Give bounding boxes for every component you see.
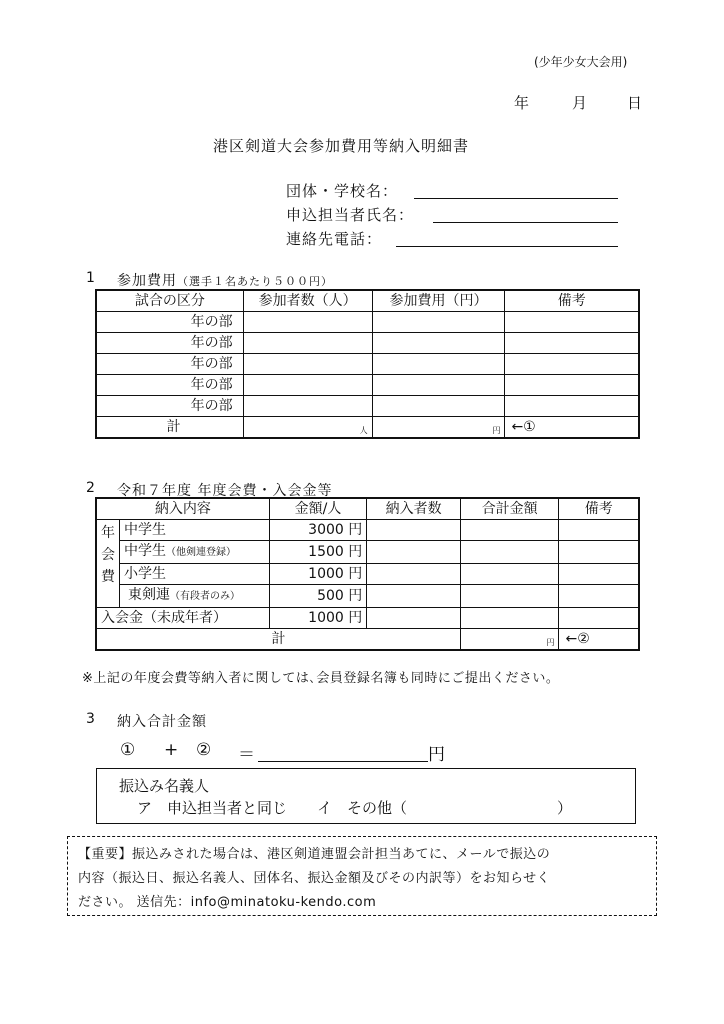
fee-amount-cell: 3000 円 bbox=[269, 520, 367, 541]
category-cell: 年の部 bbox=[97, 396, 244, 417]
formula-ref-1: ① bbox=[120, 740, 136, 760]
section1-title-text: 参加費用 bbox=[117, 273, 177, 289]
participation-fee-table bbox=[96, 290, 639, 438]
group-char: 費 bbox=[101, 569, 115, 585]
total-ref-marker: ←② bbox=[559, 629, 639, 650]
org-name-field[interactable] bbox=[414, 198, 618, 199]
table-row bbox=[97, 354, 639, 375]
important-line-2: 内容（振込日、振込名義人、団体名、振込金額及びその内訳等）をお知らせく bbox=[78, 871, 551, 886]
event-type-note: (少年少女大会用) bbox=[534, 55, 628, 69]
participants-cell[interactable] bbox=[243, 312, 372, 333]
annual-fee-group-label bbox=[97, 520, 120, 608]
total-ref-marker: ←① bbox=[505, 417, 639, 438]
category-cell: 年の部 bbox=[97, 333, 244, 354]
section3-title: 納入合計金額 bbox=[117, 714, 207, 730]
date-year-label: 年 bbox=[514, 94, 530, 112]
table-header-row bbox=[97, 291, 639, 312]
table-header-row bbox=[97, 499, 639, 520]
fee-item-cell bbox=[120, 585, 270, 608]
total-fee-cell[interactable]: 円 bbox=[372, 417, 505, 438]
total-label: 計 bbox=[97, 629, 461, 650]
section1-subtitle: （選手１名あたり５００円） bbox=[177, 275, 333, 288]
header-category: 試合の区分 bbox=[97, 291, 244, 312]
date-month-label: 月 bbox=[572, 94, 588, 112]
table-row bbox=[97, 520, 639, 541]
payers-cell[interactable] bbox=[367, 585, 461, 608]
important-line-1: 【重要】振込みされた場合は、港区剣道連盟会計担当あてに、メールで振込の bbox=[78, 847, 551, 862]
remarks-cell[interactable] bbox=[505, 354, 639, 375]
payers-cell[interactable] bbox=[367, 608, 461, 629]
participants-cell[interactable] bbox=[243, 375, 372, 396]
fee-item-note: （他剣連登録） bbox=[166, 547, 236, 558]
header-amount: 金額/人 bbox=[269, 499, 367, 520]
important-notice-box bbox=[67, 836, 657, 916]
remarks-cell[interactable] bbox=[559, 541, 639, 564]
fee-item-name: 中学生 bbox=[124, 543, 166, 559]
participants-cell[interactable] bbox=[243, 333, 372, 354]
fee-item-name: 小学生 bbox=[124, 566, 166, 582]
section2-number: 2 bbox=[86, 480, 96, 496]
total-label: 計 bbox=[97, 417, 244, 438]
section1-title bbox=[117, 270, 333, 290]
total-amount-field[interactable] bbox=[258, 761, 428, 762]
remarks-cell[interactable] bbox=[559, 564, 639, 585]
transfer-name-options[interactable]: ア 申込担当者と同じ イ その他（ ） bbox=[137, 799, 573, 817]
category-cell: 年の部 bbox=[97, 375, 244, 396]
entry-fee-item: 入会金（未成年者） bbox=[97, 608, 270, 629]
table-row bbox=[97, 564, 639, 585]
table-row bbox=[97, 375, 639, 396]
fee-item-name: 東剣連 bbox=[128, 587, 170, 603]
remarks-cell[interactable] bbox=[505, 396, 639, 417]
table-total-row bbox=[97, 629, 639, 650]
fee-item-cell bbox=[120, 541, 270, 564]
table-row bbox=[97, 333, 639, 354]
date-day-label: 日 bbox=[627, 94, 643, 112]
total-cell[interactable] bbox=[460, 564, 559, 585]
section1-number: 1 bbox=[86, 270, 96, 286]
payers-cell[interactable] bbox=[367, 564, 461, 585]
formula-yen: 円 bbox=[428, 745, 445, 765]
grand-total-cell[interactable]: 円 bbox=[460, 629, 559, 650]
annual-fee-table bbox=[96, 498, 639, 650]
table-row bbox=[97, 312, 639, 333]
fee-item-name: 中学生 bbox=[124, 522, 166, 538]
total-cell[interactable] bbox=[460, 520, 559, 541]
header-remarks: 備考 bbox=[505, 291, 639, 312]
fee-cell[interactable] bbox=[372, 312, 505, 333]
total-cell[interactable] bbox=[460, 541, 559, 564]
remarks-cell[interactable] bbox=[505, 333, 639, 354]
remarks-cell[interactable] bbox=[505, 312, 639, 333]
payers-cell[interactable] bbox=[367, 520, 461, 541]
table-row bbox=[97, 396, 639, 417]
fee-item-cell bbox=[120, 520, 270, 541]
document-title: 港区剣道大会参加費用等納入明細書 bbox=[213, 137, 470, 155]
total-participants-cell[interactable]: 人 bbox=[243, 417, 372, 438]
formula-plus: + bbox=[164, 740, 179, 760]
header-participants: 参加者数（人） bbox=[243, 291, 372, 312]
fee-amount-cell: 500 円 bbox=[269, 585, 367, 608]
total-cell[interactable] bbox=[460, 585, 559, 608]
transfer-name-label: 振込み名義人 bbox=[119, 777, 210, 795]
phone-field[interactable] bbox=[396, 246, 618, 247]
transfer-name-box bbox=[96, 768, 636, 824]
fee-amount-cell: 1000 円 bbox=[269, 608, 367, 629]
header-payers: 納入者数 bbox=[367, 499, 461, 520]
table-row bbox=[97, 541, 639, 564]
annual-fee-notice: ※上記の年度会費等納入者に関しては､会員登録名簿も同時にご提出ください。 bbox=[82, 671, 560, 686]
header-remarks: 備考 bbox=[559, 499, 639, 520]
remarks-cell[interactable] bbox=[559, 585, 639, 608]
fee-item-cell bbox=[120, 564, 270, 585]
total-cell[interactable] bbox=[460, 608, 559, 629]
fee-cell[interactable] bbox=[372, 333, 505, 354]
fee-item-note: （有段者のみ） bbox=[170, 591, 240, 602]
header-total: 合計金額 bbox=[460, 499, 559, 520]
payers-cell[interactable] bbox=[367, 541, 461, 564]
header-content: 納入内容 bbox=[97, 499, 270, 520]
formula-equals: ＝ bbox=[238, 745, 255, 765]
participants-cell[interactable] bbox=[243, 396, 372, 417]
table-row bbox=[97, 585, 639, 608]
org-name-label: 団体・学校名： bbox=[286, 182, 399, 200]
participants-cell[interactable] bbox=[243, 354, 372, 375]
fee-cell[interactable] bbox=[372, 354, 505, 375]
group-char: 年 bbox=[101, 525, 115, 541]
header-fee: 参加費用（円） bbox=[372, 291, 505, 312]
remarks-cell[interactable] bbox=[505, 375, 639, 396]
group-char: 会 bbox=[101, 547, 115, 563]
remarks-cell[interactable] bbox=[559, 520, 639, 541]
section2-title: 令和７年度 年度会費・入会金等 bbox=[117, 483, 333, 499]
remarks-cell[interactable] bbox=[559, 608, 639, 629]
fee-amount-cell: 1000 円 bbox=[269, 564, 367, 585]
phone-label: 連絡先電話： bbox=[286, 230, 383, 248]
person-name-field[interactable] bbox=[433, 222, 618, 223]
table-total-row bbox=[97, 417, 639, 438]
table-row bbox=[97, 608, 639, 629]
category-cell: 年の部 bbox=[97, 312, 244, 333]
fee-amount-cell: 1500 円 bbox=[269, 541, 367, 564]
person-name-label: 申込担当者氏名： bbox=[286, 206, 415, 224]
important-line-3: ださい。 送信先：info@minatoku-kendo.com bbox=[78, 895, 377, 910]
category-cell: 年の部 bbox=[97, 354, 244, 375]
fee-cell[interactable] bbox=[372, 375, 505, 396]
section3-number: 3 bbox=[86, 711, 96, 727]
fee-cell[interactable] bbox=[372, 396, 505, 417]
formula-ref-2: ② bbox=[196, 740, 212, 760]
